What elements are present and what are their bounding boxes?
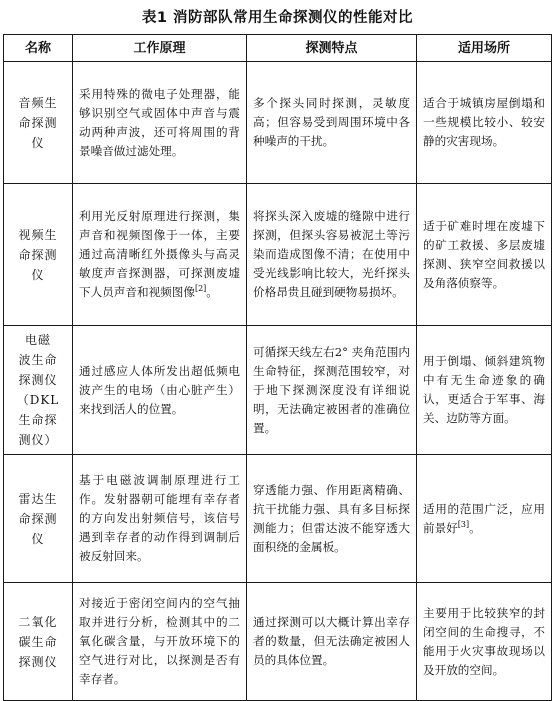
- row-principle: 对接近于密闭空间内的空气抽取并进行分析，检测其中的二氧化碳含量，与开放环境下的空气进行对比，以探测是否有幸存者。: [73, 583, 247, 701]
- table-title: 表1 消防部队常用生命探测仪的性能对比: [141, 10, 414, 26]
- citation-ref: [3]: [457, 519, 470, 529]
- row-principle: [73, 184, 247, 326]
- row-usage-text: 适用的范围广泛，应用前景好: [423, 501, 545, 535]
- header-row: [4, 35, 552, 62]
- row-usage: 主要用于比较狭窄的封闭空间的生命搜寻，不能用于火灾事故现场以及开放的空间。: [417, 583, 552, 701]
- header-principle: 工作原理: [73, 35, 247, 62]
- row-principle: 通过感应人体所发出超低频电波产生的电场（由心脏产生）来找到活人的位置。: [73, 326, 247, 455]
- citation-ref: [2]: [194, 284, 207, 294]
- row-features: 将探头深入废墟的缝隙中进行探测，但探头容易被泥土等污染而造成图像不清；在使用中受光线影响比较大，光纤探头价格昂贵且碰到硬物易损坏。: [247, 184, 417, 326]
- row-name: 音频生 命探测 仪: [4, 62, 73, 184]
- row-features: 可循探天线左右2° 夹角范围内生命特征，探测范围较窄，对于地下探测深度没有详细说明，无法确定被困者的准确位置。: [247, 326, 417, 455]
- row-usage-tail: 。: [469, 520, 481, 535]
- table-row: [4, 455, 552, 583]
- table-row: [4, 583, 552, 701]
- header-usage: 适用场所: [417, 35, 552, 62]
- row-principle: 基于电磁波调制原理进行工作。发射器朝可能埋有幸存者的方向发出射频信号，该信号遇到幸存者的动作得到调制后被反射回来。: [73, 455, 247, 583]
- row-principle: 采用特殊的微电子处理器，能够识别空气或固体中声音与震动两种声波，还可将周围的背景噪音做过滤处理。: [73, 62, 247, 184]
- table-row: [4, 326, 552, 455]
- row-usage: 适合于城镇房屋倒塌和一些规模比较小、较安静的灾害现场。: [417, 62, 552, 184]
- row-features: 穿透能力强、作用距离精确、抗干扰能力强、具有多目标探测能力；但雷达波不能穿透大面积绕的金属板。: [247, 455, 417, 583]
- row-name: 视频生 命探测 仪: [4, 184, 73, 326]
- row-name: 雷达生 命探测 仪: [4, 455, 73, 583]
- row-principle-text: 利用光反射原理进行探测，集声音和视频图像于一体，主要通过高清晰红外摄像头与高灵敏度声音探测器，可探测废墟下人员声音和视频图像: [79, 209, 240, 299]
- row-name: 电磁 波生命 探测仪 （DKL 生命探 测仪）: [4, 326, 73, 455]
- row-features: 多个探头同时探测，灵敏度高；但容易受到周围环境中各种噪声的干扰。: [247, 62, 417, 184]
- comparison-table: [3, 34, 552, 701]
- table-row: [4, 62, 552, 184]
- row-usage: [417, 455, 552, 583]
- table-row: [4, 184, 552, 326]
- row-name: 二氧化 碳生命 探测仪: [4, 583, 73, 701]
- header-name: 名称: [4, 35, 73, 62]
- row-features: 通过探测可以大概计算出幸存者的数量，但无法确定被困人员的具体位置。: [247, 583, 417, 701]
- row-principle-tail: 。: [206, 285, 218, 299]
- header-features: 探测特点: [247, 35, 417, 62]
- row-usage: 用于倒塌、倾斜建筑物中有无生命迹象的确认，更适合于军事、海关、边防等方面。: [417, 326, 552, 455]
- row-usage: 适于矿难时埋在废墟下的矿工救援、多层废墟探测、狭窄空间救援以及角落侦察等。: [417, 184, 552, 326]
